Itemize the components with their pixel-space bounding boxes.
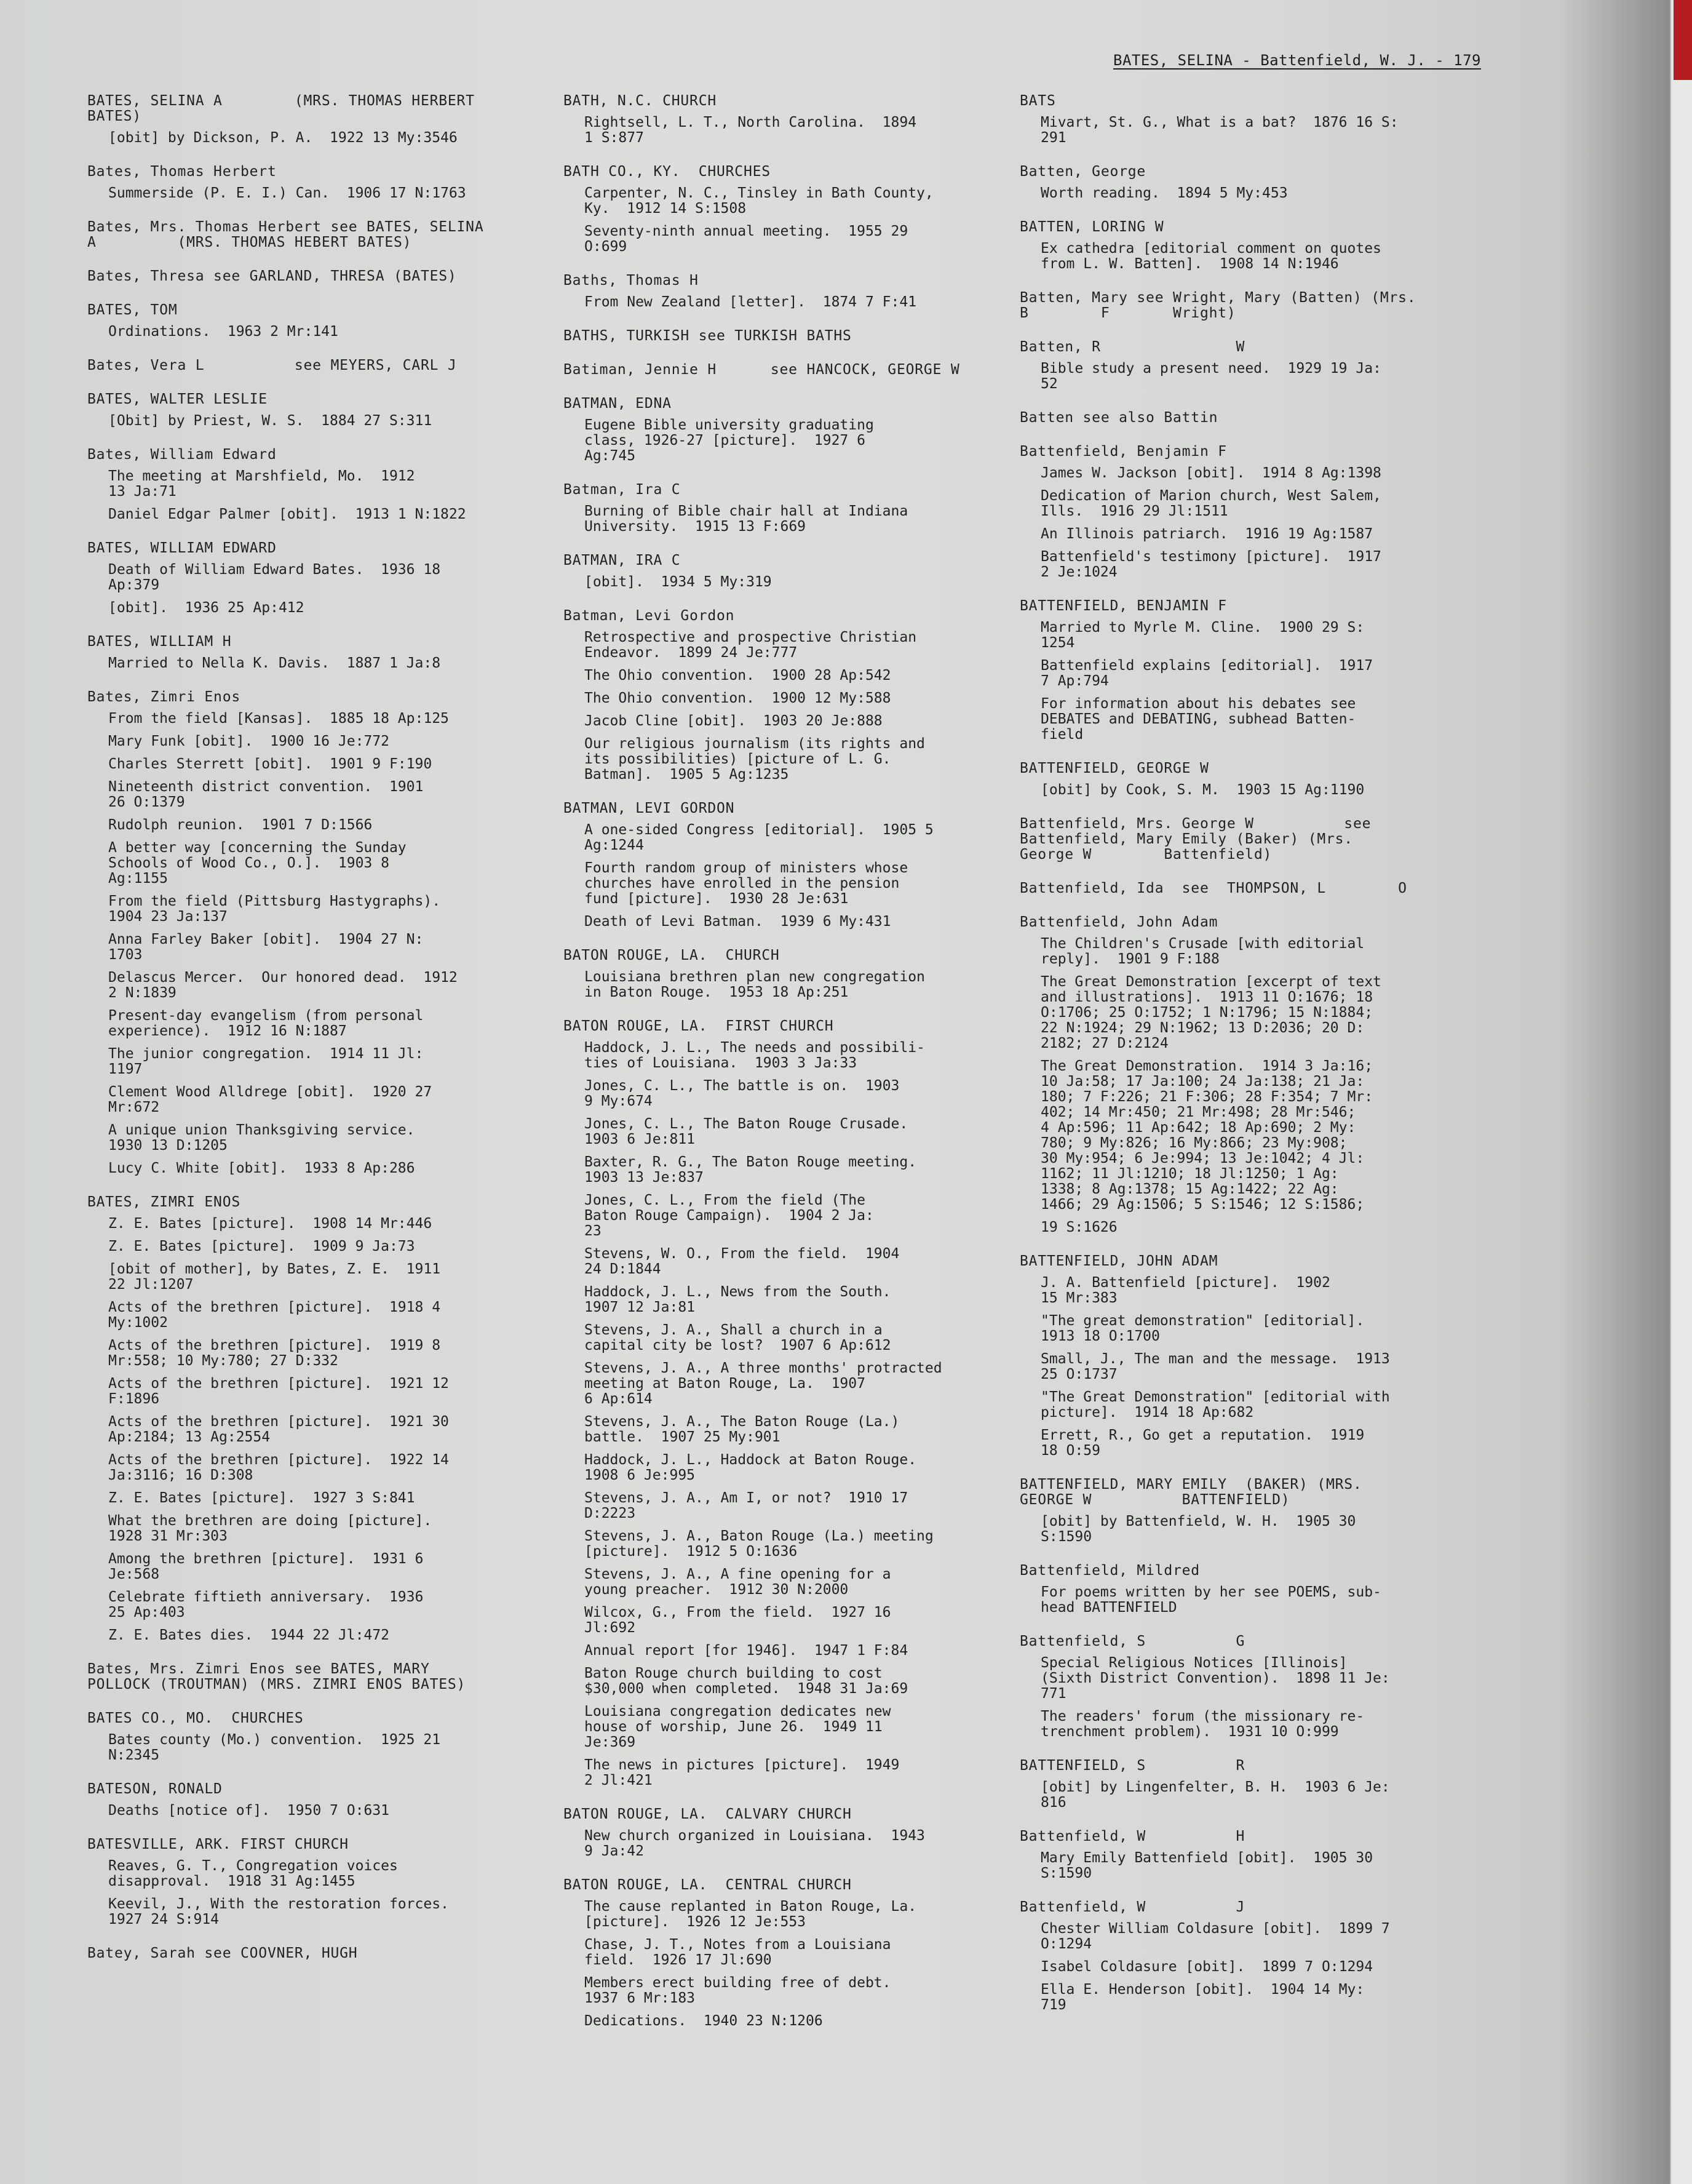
entry-citation: Acts of the brethren [picture]. 1921 12 F:1896 [108, 1376, 449, 1407]
entry-heading: BATON ROUGE, LA. CHURCH [563, 947, 780, 963]
index-entry [1020, 94, 1475, 146]
index-entry [1020, 290, 1475, 321]
entry-heading: Bates, Thomas Herbert [87, 164, 277, 180]
entry-citation: [obit of mother], by Bates, Z. E. 1911 22 Jl:1207 [108, 1261, 441, 1293]
entry-heading: BATMAN, EDNA [563, 396, 672, 412]
entry-citation: The cause replanted in Baton Rouge, La. [picture]. 1926 12 Je:553 [584, 1899, 917, 1930]
index-entry [87, 447, 530, 522]
index-entry [87, 269, 530, 284]
entry-citation: From the field (Pittsburg Hastygraphs). 1904 23 Ja:137 [108, 893, 441, 925]
index-entry [563, 948, 1003, 1000]
entry-heading: Bates, Mrs. Thomas Herbert see BATES, SELINA A (MRS. THOMAS HEBERT BATES) [87, 219, 484, 250]
index-column-2 [563, 94, 1003, 2047]
entry-heading: Battenfield, John Adam [1020, 914, 1218, 930]
entry-heading: BATTENFIELD, S R [1020, 1758, 1245, 1774]
entry-citation: Mivart, St. G., What is a bat? 1876 16 S: 291 [1041, 114, 1399, 146]
index-entry [1020, 761, 1475, 798]
entry-citation: Ordinations. 1963 2 Mr:141 [108, 324, 338, 340]
index-entry [1020, 1477, 1475, 1545]
entry-citation: Rudolph reunion. 1901 7 D:1566 [108, 817, 373, 833]
index-entry [563, 553, 1003, 590]
entry-heading: BATS [1020, 93, 1056, 109]
index-entry [1020, 410, 1475, 426]
entry-heading: Battenfield, W H [1020, 1828, 1245, 1844]
entry-citation: Haddock, J. L., The needs and possibili- ties of Louisiana. 1903 3 Ja:33 [584, 1040, 925, 1071]
entry-citation: Acts of the brethren [picture]. 1921 30 Ap:2184; 13 Ag:2554 [108, 1414, 449, 1445]
page-edge [1670, 0, 1692, 2184]
index-entry [563, 1807, 1003, 1859]
entry-heading: Batey, Sarah see COOVNER, HUGH [87, 1945, 358, 1961]
entry-citation: The meeting at Marshfield, Mo. 1912 13 Ja:71 [108, 468, 415, 500]
entry-citation: Burning of Bible chair hall at Indiana University. 1915 13 F:669 [584, 503, 908, 535]
entry-citation: Isabel Coldasure [obit]. 1899 7 O:1294 [1041, 1959, 1373, 1975]
entry-citation: Nineteenth district convention. 1901 26 O:1379 [108, 779, 424, 810]
entry-citation: An Illinois patriarch. 1916 19 Ag:1587 [1041, 526, 1373, 542]
index-entry [87, 1711, 530, 1763]
entry-citation: The Ohio convention. 1900 28 Ap:542 [584, 668, 891, 683]
entry-heading: BATMAN, IRA C [563, 552, 681, 568]
entry-citation: The Children's Crusade [with editorial reply]. 1901 9 F:188 [1041, 936, 1365, 967]
entry-heading: BATH, N.C. CHURCH [563, 93, 717, 109]
index-entry [87, 690, 530, 1176]
index-entry [1020, 1634, 1475, 1740]
entry-citation: Celebrate fiftieth anniversary. 1936 25 Ap:403 [108, 1589, 424, 1620]
entry-citation: Wilcox, G., From the field. 1927 16 Jl:692 [584, 1604, 891, 1636]
index-entry [87, 358, 530, 373]
index-entry [87, 220, 530, 250]
entry-heading: Batten see also Battin [1020, 410, 1218, 426]
entry-citation: Chase, J. T., Notes from a Louisiana field. 1926 17 Jl:690 [584, 1937, 891, 1968]
index-entry [563, 608, 1003, 783]
entry-citation: [obit] by Lingenfelter, B. H. 1903 6 Je: 816 [1041, 1779, 1390, 1811]
index-entry [563, 1019, 1003, 1788]
entry-heading: Bates, Vera L see MEYERS, CARL J [87, 357, 457, 373]
index-entry [87, 392, 530, 429]
entry-heading: BATESVILLE, ARK. FIRST CHURCH [87, 1836, 349, 1852]
entry-citation: A better way [concerning the Sunday Schools of Wood Co., O.]. 1903 8 Ag:1155 [108, 840, 407, 887]
index-entry [1020, 881, 1475, 896]
entry-heading: BATTENFIELD, BENJAMIN F [1020, 598, 1227, 614]
entry-citation: Z. E. Bates [picture]. 1927 3 S:841 [108, 1490, 415, 1506]
entry-citation: New church organized in Louisiana. 1943 9 Ja:42 [584, 1828, 925, 1859]
entry-heading: BATMAN, LEVI GORDON [563, 800, 735, 816]
entry-citation: For poems written by her see POEMS, sub- head BATTENFIELD [1041, 1584, 1381, 1616]
entry-heading: Baths, Thomas H [563, 273, 699, 289]
index-entry [563, 164, 1003, 255]
entry-heading: BATTENFIELD, GEORGE W [1020, 760, 1209, 776]
entry-heading: Bates, Zimri Enos [87, 689, 241, 705]
index-entry [563, 94, 1003, 146]
entry-heading: BATES, WILLIAM EDWARD [87, 540, 277, 556]
entry-heading: BATESON, RONALD [87, 1781, 223, 1797]
entry-heading: Battenfield, S G [1020, 1633, 1245, 1649]
entry-citation: Keevil, J., With the restoration forces. 1927 24 S:914 [108, 1896, 449, 1927]
entry-citation: Stevens, J. A., A three months' protracted meeting at Baton Rouge, La. 1907 6 Ap:614 [584, 1360, 942, 1407]
entry-citation: Haddock, J. L., Haddock at Baton Rouge. 1908 6 Je:995 [584, 1452, 917, 1483]
entry-heading: BATES, WALTER LESLIE [87, 391, 268, 407]
entry-heading: BATES, ZIMRI ENOS [87, 1194, 241, 1210]
entry-heading: Bates, Thresa see GARLAND, THRESA (BATES) [87, 268, 457, 284]
entry-heading: BATTEN, LORING W [1020, 219, 1164, 235]
entry-citation: Dedications. 1940 23 N:1206 [584, 2013, 823, 2029]
entry-citation: The Great Demonstration. 1914 3 Ja:16; 10 Ja:58; 17 Ja:100; 24 Ja:138; 21 Ja: 180; 7 F:226; 21 F:306; 28 F:354; 7 Mr: 402; 14 Mr:450; 21 Mr:498; 28 Mr:546; 4 Ap:596; 11 Ap:642; 18 Ap:690; 2 My: 780; 9 My:826; 16 My:866; 23 My:908; 30 My:954; 6 Je:994; 13 Je:1042; 4 Jl: 1162; 11 Jl:1210; 18 Jl:1250; 1 Ag: 1338; 8 Ag:1378; 15 Ag:1422; 22 Ag: 1466; 29 Ag:1506; 5 S:1546; 12 S:1586; [1041, 1058, 1373, 1213]
entry-heading: Battenfield, Benjamin F [1020, 444, 1227, 460]
entry-citation: The Ohio convention. 1900 12 My:588 [584, 690, 891, 706]
entry-citation: Errett, R., Go get a reputation. 1919 18 O:59 [1041, 1427, 1365, 1459]
entry-heading: Bates, William Edward [87, 447, 277, 463]
entry-citation: J. A. Battenfield [picture]. 1902 15 Mr:383 [1041, 1275, 1330, 1306]
running-head: BATES, SELINA - Battenfield, W. J. - 179 [1113, 52, 1481, 69]
entry-citation: Dedication of Marion church, West Salem, Ills. 1916 29 Jl:1511 [1041, 488, 1381, 519]
entry-citation: Summerside (P. E. I.) Can. 1906 17 N:1763 [108, 185, 466, 201]
entry-citation: Charles Sterrett [obit]. 1901 9 F:190 [108, 756, 432, 772]
entry-citation: Fourth random group of ministers whose churches have enrolled in the pension fund [picture]. 1930 28 Je:631 [584, 860, 908, 907]
entry-citation: [obit] by Cook, S. M. 1903 15 Ag:1190 [1041, 782, 1365, 798]
entry-citation: Baton Rouge church building to cost $30,000 when completed. 1948 31 Ja:69 [584, 1665, 908, 1697]
entry-citation: Jones, C. L., From the field (The Baton Rouge Campaign). 1904 2 Ja: 23 [584, 1192, 874, 1239]
index-entry [563, 273, 1003, 310]
entry-citation: Married to Myrle M. Cline. 1900 29 S: 1254 [1041, 620, 1365, 651]
entry-heading: Batman, Ira C [563, 482, 681, 498]
entry-citation: What the brethren are doing [picture]. 1928 31 Mr:303 [108, 1513, 432, 1544]
entry-citation: Haddock, J. L., News from the South. 1907 12 Ja:81 [584, 1284, 891, 1315]
index-entry [1020, 599, 1475, 743]
entry-citation: Stevens, J. A., Shall a church in a capital city be lost? 1907 6 Ap:612 [584, 1322, 891, 1353]
entry-citation: Married to Nella K. Davis. 1887 1 Ja:8 [108, 655, 441, 671]
entry-heading: BATES, TOM [87, 302, 178, 318]
index-entry [1020, 1563, 1475, 1616]
entry-heading: BATHS, TURKISH see TURKISH BATHS [563, 328, 852, 344]
entry-citation: Our religious journalism (its rights and its possibilities) [picture of L. G. Batman]. 1905 5 Ag:1235 [584, 736, 925, 783]
index-entry [1020, 340, 1475, 392]
entry-citation: Jacob Cline [obit]. 1903 20 Je:888 [584, 713, 883, 729]
entry-citation: 19 S:1626 [1041, 1219, 1118, 1235]
entry-citation: A one-sided Congress [editorial]. 1905 5 Ag:1244 [584, 822, 934, 853]
entry-citation: Worth reading. 1894 5 My:453 [1041, 185, 1288, 201]
entry-citation: Eugene Bible university graduating class, 1926-27 [picture]. 1927 6 Ag:745 [584, 417, 874, 464]
index-entry [563, 801, 1003, 930]
entry-citation: Anna Farley Baker [obit]. 1904 27 N: 1703 [108, 931, 424, 963]
entry-citation: James W. Jackson [obit]. 1914 8 Ag:1398 [1041, 465, 1381, 481]
entry-citation: Acts of the brethren [picture]. 1922 14 Ja:3116; 16 D:308 [108, 1452, 449, 1483]
entry-citation: Bates county (Mo.) convention. 1925 21 N:2345 [108, 1732, 441, 1763]
entry-citation: Small, J., The man and the message. 1913 25 O:1737 [1041, 1351, 1390, 1382]
index-entry [563, 482, 1003, 535]
entry-heading: Batten, George [1020, 164, 1146, 180]
entry-citation: A unique union Thanksgiving service. 1930 13 D:1205 [108, 1122, 415, 1154]
entry-citation: Deaths [notice of]. 1950 7 O:631 [108, 1803, 389, 1819]
index-entry [87, 1782, 530, 1819]
entry-citation: Members erect building free of debt. 1937 6 Mr:183 [584, 1975, 891, 2006]
entry-heading: BATH CO., KY. CHURCHES [563, 164, 771, 180]
entry-citation: The news in pictures [picture]. 1949 2 Jl:421 [584, 1757, 900, 1788]
entry-heading: Batten, Mary see Wright, Mary (Batten) (Mrs. B F Wright) [1020, 290, 1416, 321]
index-entry [563, 1878, 1003, 2029]
entry-heading: Batman, Levi Gordon [563, 608, 735, 624]
entry-citation: Death of Levi Batman. 1939 6 My:431 [584, 914, 891, 930]
entry-citation: Baxter, R. G., The Baton Rouge meeting. 1903 13 Je:837 [584, 1154, 917, 1186]
entry-citation: Stevens, J. A., A fine opening for a young preacher. 1912 30 N:2000 [584, 1566, 891, 1598]
entry-citation: [Obit] by Priest, W. S. 1884 27 S:311 [108, 413, 432, 429]
entry-citation: Mary Funk [obit]. 1900 16 Je:772 [108, 733, 389, 749]
entry-heading: BATTENFIELD, JOHN ADAM [1020, 1253, 1218, 1269]
entry-heading: Battenfield, Ida see THOMPSON, L O [1020, 880, 1407, 896]
entry-citation: Daniel Edgar Palmer [obit]. 1913 1 N:1822 [108, 506, 466, 522]
index-entry [87, 1662, 530, 1692]
index-entry [563, 329, 1003, 344]
entry-citation: Battenfield explains [editorial]. 1917 7 Ap:794 [1041, 658, 1373, 689]
entry-citation: Carpenter, N. C., Tinsley in Bath County, Ky. 1912 14 S:1508 [584, 185, 934, 217]
entry-citation: Lucy C. White [obit]. 1933 8 Ap:286 [108, 1160, 415, 1176]
entry-citation: Jones, C. L., The Baton Rouge Crusade. 1903 6 Je:811 [584, 1116, 908, 1147]
entry-citation: [obit]. 1934 5 My:319 [584, 574, 772, 590]
entry-heading: BATON ROUGE, LA. CENTRAL CHURCH [563, 1877, 852, 1893]
entry-heading: Batten, R W [1020, 339, 1245, 355]
index-entry [87, 1946, 530, 1961]
entry-heading: BATON ROUGE, LA. CALVARY CHURCH [563, 1806, 852, 1822]
index-entry [1020, 1829, 1475, 1881]
entry-heading: BATES, WILLIAM H [87, 634, 232, 650]
index-entry [1020, 444, 1475, 580]
entry-citation: Z. E. Bates [picture]. 1909 9 Ja:73 [108, 1238, 415, 1254]
index-entry [87, 94, 530, 146]
entry-citation: Bible study a present need. 1929 19 Ja: 52 [1041, 361, 1381, 392]
entry-heading: Battenfield, Mrs. George W see Battenfield, Mary Emily (Baker) (Mrs. George W Battenfield) [1020, 816, 1372, 863]
entry-citation: Jones, C. L., The battle is on. 1903 9 My:674 [584, 1078, 900, 1109]
entry-citation: Stevens, J. A., Baton Rouge (La.) meeting [picture]. 1912 5 O:1636 [584, 1528, 934, 1560]
entry-citation: Louisiana brethren plan new congregation in Baton Rouge. 1953 18 Ap:251 [584, 969, 925, 1000]
entry-heading: Bates, Mrs. Zimri Enos see BATES, MARY POLLOCK (TROUTMAN) (MRS. ZIMRI ENOS BATES) [87, 1661, 466, 1692]
entry-citation: Clement Wood Alldrege [obit]. 1920 27 Mr:672 [108, 1084, 432, 1115]
entry-citation: Delascus Mercer. Our honored dead. 1912 2 N:1839 [108, 970, 458, 1001]
entry-citation: Louisiana congregation dedicates new house of worship, June 26. 1949 11 Je:369 [584, 1704, 891, 1750]
entry-citation: Chester William Coldasure [obit]. 1899 7 O:1294 [1041, 1921, 1390, 1952]
index-entry [87, 634, 530, 671]
entry-heading: BATTENFIELD, MARY EMILY (BAKER) (MRS. GEORGE W BATTENFIELD) [1020, 1477, 1362, 1508]
entry-citation: From the field [Kansas]. 1885 18 Ap:125 [108, 711, 449, 727]
entry-citation: The Great Demonstration [excerpt of text and illustrations]. 1913 11 O:1676; 18 O:1706; 25 O:1752; 1 N:1796; 15 N:1884; 22 N:1924; 29 N:1962; 13 D:2036; 20 D: 2182; 27 D:2124 [1041, 974, 1381, 1051]
entry-heading: Battenfield, Mildred [1020, 1563, 1200, 1579]
entry-citation: Seventy-ninth annual meeting. 1955 29 O:699 [584, 223, 908, 255]
index-entry [1020, 1900, 1475, 2013]
index-entry [87, 164, 530, 201]
entry-citation: Acts of the brethren [picture]. 1918 4 My:1002 [108, 1299, 441, 1331]
index-entry [563, 362, 1003, 378]
entry-heading: Battenfield, W J [1020, 1899, 1245, 1915]
red-tab-marker [1674, 0, 1692, 80]
entry-citation: Battenfield's testimony [picture]. 1917 2 Je:1024 [1041, 549, 1381, 580]
entry-citation: The readers' forum (the missionary re- trenchment problem). 1931 10 O:999 [1041, 1708, 1365, 1740]
entry-citation: Death of William Edward Bates. 1936 18 Ap:379 [108, 562, 441, 593]
index-column-1 [87, 94, 530, 1980]
index-entry [1020, 220, 1475, 272]
entry-citation: The junior congregation. 1914 11 Jl: 1197 [108, 1046, 424, 1077]
entry-citation: Special Religious Notices [Illinois] (Sixth District Convention). 1898 11 Je: 771 [1041, 1655, 1390, 1702]
entry-citation: Stevens, W. O., From the field. 1904 24 D:1844 [584, 1246, 900, 1277]
entry-citation: Stevens, J. A., Am I, or not? 1910 17 D:2223 [584, 1490, 908, 1521]
index-entry [563, 396, 1003, 464]
entry-citation: [obit] by Battenfield, W. H. 1905 30 S:1590 [1041, 1513, 1356, 1545]
index-entry [87, 541, 530, 616]
entry-citation: Rightsell, L. T., North Carolina. 1894 1 S:877 [584, 114, 917, 146]
index-entry [1020, 816, 1475, 863]
entry-citation: Reaves, G. T., Congregation voices disapproval. 1918 31 Ag:1455 [108, 1858, 398, 1889]
index-entry [87, 1837, 530, 1927]
entry-heading: Batiman, Jennie H see HANCOCK, GEORGE W [563, 362, 960, 378]
entry-citation: Annual report [for 1946]. 1947 1 F:84 [584, 1643, 908, 1659]
entry-citation: Z. E. Bates [picture]. 1908 14 Mr:446 [108, 1216, 432, 1232]
entry-citation: Present-day evangelism (from personal experience). 1912 16 N:1887 [108, 1008, 424, 1039]
entry-citation: Z. E. Bates dies. 1944 22 Jl:472 [108, 1627, 389, 1643]
entry-heading: BATES CO., MO. CHURCHES [87, 1710, 304, 1726]
index-column-3 [1020, 94, 1475, 2031]
entry-citation: Mary Emily Battenfield [obit]. 1905 30 S:1590 [1041, 1850, 1373, 1881]
entry-citation: From New Zealand [letter]. 1874 7 F:41 [584, 294, 917, 310]
index-entry [1020, 1758, 1475, 1811]
index-entry [87, 303, 530, 340]
index-entry [87, 1195, 530, 1643]
entry-citation: Acts of the brethren [picture]. 1919 8 Mr:558; 10 My:780; 27 D:332 [108, 1337, 441, 1369]
entry-citation: Stevens, J. A., The Baton Rouge (La.) battle. 1907 25 My:901 [584, 1414, 900, 1445]
entry-heading: BATES, SELINA A (MRS. THOMAS HERBERT BATES) [87, 93, 475, 124]
entry-citation: Ella E. Henderson [obit]. 1904 14 My: 719 [1041, 1982, 1365, 2013]
index-entry [1020, 915, 1475, 1235]
entry-citation: Retrospective and prospective Christian Endeavor. 1899 24 Je:777 [584, 629, 917, 661]
entry-heading: BATON ROUGE, LA. FIRST CHURCH [563, 1018, 834, 1034]
entry-citation: [obit] by Dickson, P. A. 1922 13 My:3546 [108, 130, 458, 146]
entry-citation: "The great demonstration" [editorial]. 1913 18 O:1700 [1041, 1313, 1365, 1344]
entry-citation: "The Great Demonstration" [editorial with picture]. 1914 18 Ap:682 [1041, 1389, 1390, 1421]
entry-citation: Among the brethren [picture]. 1931 6 Je:568 [108, 1551, 424, 1582]
entry-citation: For information about his debates see DEBATES and DEBATING, subhead Batten- field [1041, 696, 1356, 743]
entry-citation: Ex cathedra [editorial comment on quotes from L. W. Batten]. 1908 14 N:1946 [1041, 241, 1381, 272]
index-entry [1020, 1254, 1475, 1459]
index-entry [1020, 164, 1475, 201]
entry-citation: [obit]. 1936 25 Ap:412 [108, 600, 304, 616]
